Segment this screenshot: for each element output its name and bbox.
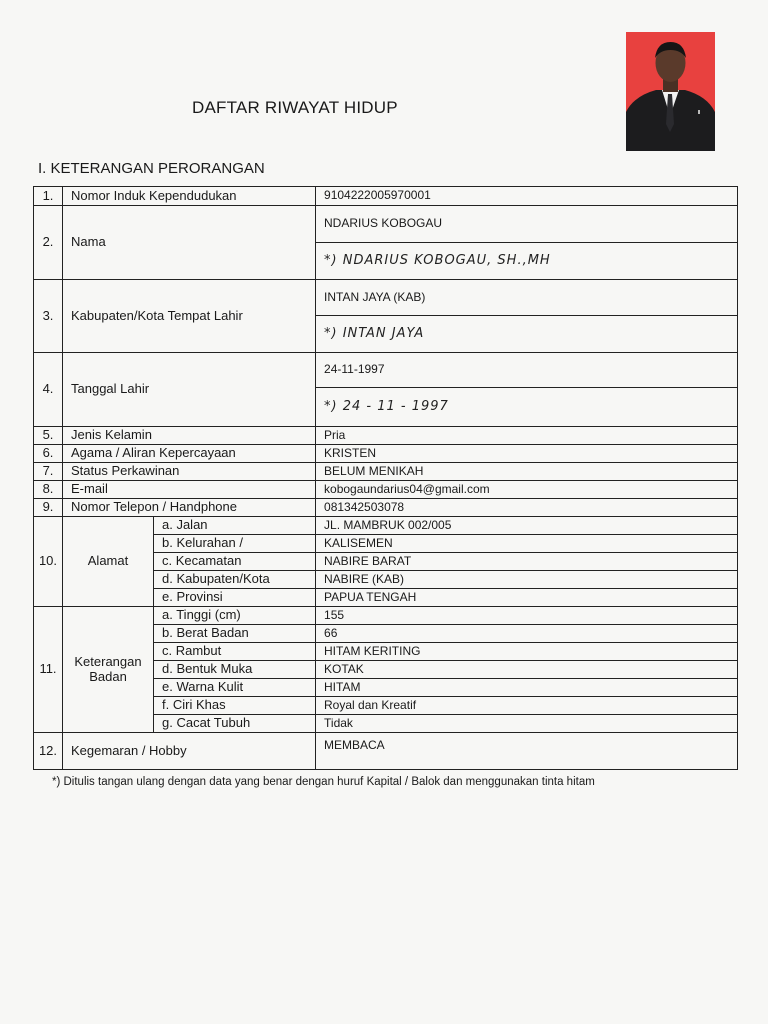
field-label-jenis-kelamin: Jenis Kelamin (63, 427, 316, 445)
row-number: 2. (34, 206, 63, 280)
row-number: 12. (34, 733, 63, 770)
table-row-nama (34, 206, 738, 243)
sub-label-warna-kulit: e. Warna Kulit (154, 679, 316, 697)
table-row-hobby (34, 733, 738, 770)
label-line: Keterangan (74, 654, 142, 670)
field-value-kelurahan: KALISEMEN (316, 535, 738, 553)
sub-label-provinsi: e. Provinsi (154, 589, 316, 607)
table-row (34, 481, 738, 499)
row-number: 9. (34, 499, 63, 517)
row-number: 8. (34, 481, 63, 499)
field-value-hobby: MEMBACA (316, 733, 738, 770)
field-label-tempat-lahir: Kabupaten/Kota Tempat Lahir (63, 280, 316, 353)
row-number: 11. (34, 607, 63, 733)
field-label-agama: Agama / Aliran Kepercayaan (63, 445, 316, 463)
sub-label-kecamatan: c. Kecamatan (154, 553, 316, 571)
sub-label-rambut: c. Rambut (154, 643, 316, 661)
field-value-kabupaten: NABIRE (KAB) (316, 571, 738, 589)
field-value-cacat-tubuh: Tidak (316, 715, 738, 733)
field-value-nik: 9104222005970001 (316, 187, 738, 206)
label-line: Badan (89, 668, 127, 684)
sub-label-kelurahan: b. Kelurahan / (154, 535, 316, 553)
handwritten-tempat-lahir: *) INTAN JAYA (316, 316, 738, 353)
field-value-warna-kulit: HITAM (316, 679, 738, 697)
table-row (34, 499, 738, 517)
sub-label-jalan: a. Jalan (154, 517, 316, 535)
field-value-berat: 66 (316, 625, 738, 643)
field-label-telepon: Nomor Telepon / Handphone (63, 499, 316, 517)
field-label-tanggal-lahir: Tanggal Lahir (63, 353, 316, 427)
footnote: *) Ditulis tangan ulang dengan data yang benar dengan huruf Kapital / Balok dan menggunakan tinta hitam (52, 776, 595, 788)
field-label-keterangan-badan (63, 607, 154, 733)
sub-label-bentuk-muka: d. Bentuk Muka (154, 661, 316, 679)
field-label-email: E-mail (63, 481, 316, 499)
row-number: 4. (34, 353, 63, 427)
field-value-rambut: HITAM KERITING (316, 643, 738, 661)
field-value-tempat-lahir: INTAN JAYA (KAB) (316, 280, 738, 316)
handwritten-tanggal-lahir: *) 24 - 11 - 1997 (316, 388, 738, 427)
field-value-agama: KRISTEN (316, 445, 738, 463)
field-value-jalan: JL. MAMBRUK 002/005 (316, 517, 738, 535)
row-number: 1. (34, 187, 63, 206)
sub-label-tinggi: a. Tinggi (cm) (154, 607, 316, 625)
field-value-tanggal-lahir: 24-11-1997 (316, 353, 738, 388)
field-value-bentuk-muka: KOTAK (316, 661, 738, 679)
field-label-hobby: Kegemaran / Hobby (63, 733, 316, 770)
page-title: DAFTAR RIWAYAT HIDUP (192, 98, 398, 117)
table-row (34, 427, 738, 445)
row-number: 10. (34, 517, 63, 607)
field-label-alamat: Alamat (63, 517, 154, 607)
field-label-status-perkawinan: Status Perkawinan (63, 463, 316, 481)
sub-label-berat: b. Berat Badan (154, 625, 316, 643)
table-row-tempat-lahir (34, 280, 738, 316)
field-value-kecamatan: NABIRE BARAT (316, 553, 738, 571)
row-number: 3. (34, 280, 63, 353)
field-label-nik: Nomor Induk Kependudukan (63, 187, 316, 206)
field-value-email: kobogaundarius04@gmail.com (316, 481, 738, 499)
table-row-tanggal-lahir (34, 353, 738, 388)
sub-label-cacat-tubuh: g. Cacat Tubuh (154, 715, 316, 733)
table-row (34, 463, 738, 481)
row-number: 7. (34, 463, 63, 481)
table-row-alamat (34, 517, 738, 535)
person-photo-icon (626, 32, 715, 151)
profile-photo (626, 32, 715, 151)
field-value-nama: NDARIUS KOBOGAU (316, 206, 738, 243)
table-row-keterangan-badan (34, 607, 738, 625)
field-value-jenis-kelamin: Pria (316, 427, 738, 445)
section-title: I. KETERANGAN PERORANGAN (38, 160, 265, 177)
field-value-status-perkawinan: BELUM MENIKAH (316, 463, 738, 481)
field-value-ciri-khas: Royal dan Kreatif (316, 697, 738, 715)
personal-info-table (33, 186, 738, 770)
field-value-tinggi: 155 (316, 607, 738, 625)
sub-label-kabupaten: d. Kabupaten/Kota (154, 571, 316, 589)
table-row-nik (34, 187, 738, 206)
field-value-telepon: 081342503078 (316, 499, 738, 517)
field-label-nama: Nama (63, 206, 316, 280)
handwritten-nama: *) NDARIUS KOBOGAU, SH.,MH (316, 243, 738, 280)
row-number: 5. (34, 427, 63, 445)
row-number: 6. (34, 445, 63, 463)
sub-label-ciri-khas: f. Ciri Khas (154, 697, 316, 715)
table-row (34, 445, 738, 463)
field-value-provinsi: PAPUA TENGAH (316, 589, 738, 607)
